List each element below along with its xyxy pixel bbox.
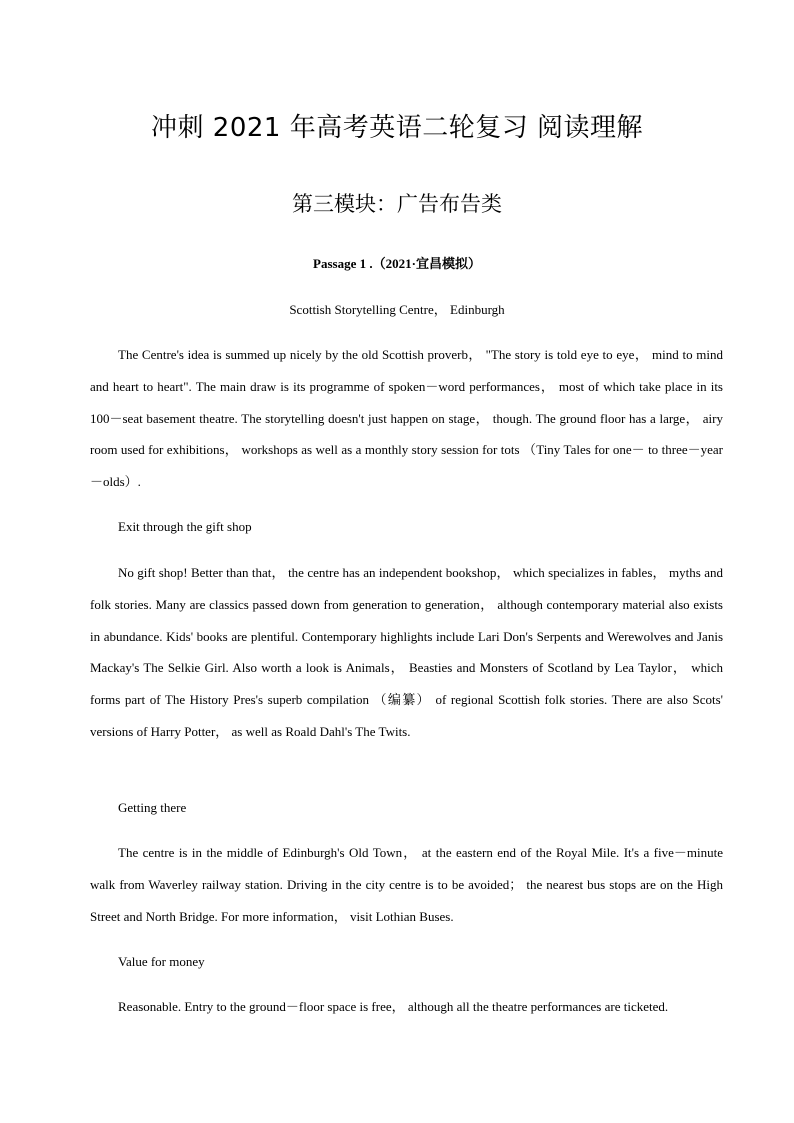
document-title: 冲刺 2021 年高考英语二轮复习 阅读理解 (151, 113, 643, 143)
section-paragraph-value: Reasonable. Entry to the ground－floor space is free， although all the theatre performances are ticketed. (118, 999, 669, 1014)
section-heading-gift-shop: Exit through the gift shop (118, 519, 252, 534)
intro-paragraph: The Centre's idea is summed up nicely by the old Scottish proverb， "The story is told eye to eye， mind to mind and heart to heart". The main draw is its programme of spoken－word performances， most of which take place in its 100－seat basement theatre. The storytelling doesn't just happen on stage， though. The ground floor has a large， airy room used for exhibitions， workshops as well as a monthly story session for tots （Tiny Tales for one－ to three－year－olds）. (90, 347, 723, 490)
section-heading-value: Value for money (118, 954, 205, 969)
section-paragraph-getting-there: The centre is in the middle of Edinburgh's Old Town， at the eastern end of the Royal Mile. It's a five－minute walk from Waverley railway station. Driving in the city centre is to be avoided； the nearest bus stops are on the High Street and North Bridge. For more information， visit Lothian Buses. (90, 845, 723, 924)
passage-label: Passage 1 .（2021·宜昌模拟） (313, 256, 481, 271)
module-title: 第三模块：广告布告类 (292, 192, 502, 216)
passage-subject: Scottish Storytelling Centre， Edinburgh (289, 302, 505, 317)
section-heading-getting-there: Getting there (118, 800, 187, 815)
section-paragraph-gift-shop: No gift shop! Better than that， the centre has an independent bookshop， which specializes in fables， myths and folk stories. Many are classics passed down from generation to generation， although contemporary material also exists in abundance. Kids' books are plentiful. Contemporary highlights include Lari Don's Serpents and Werewolves and Janis Mackay's The Selkie Girl. Also worth a look is Animals， Beasties and Monsters of Scotland by Lea Taylor， which forms part of The History Pres's superb compilation （编纂） of regional Scottish folk stories. There are also Scots' versions of Harry Potter， as well as Roald Dahl's The Twits. (90, 565, 723, 739)
